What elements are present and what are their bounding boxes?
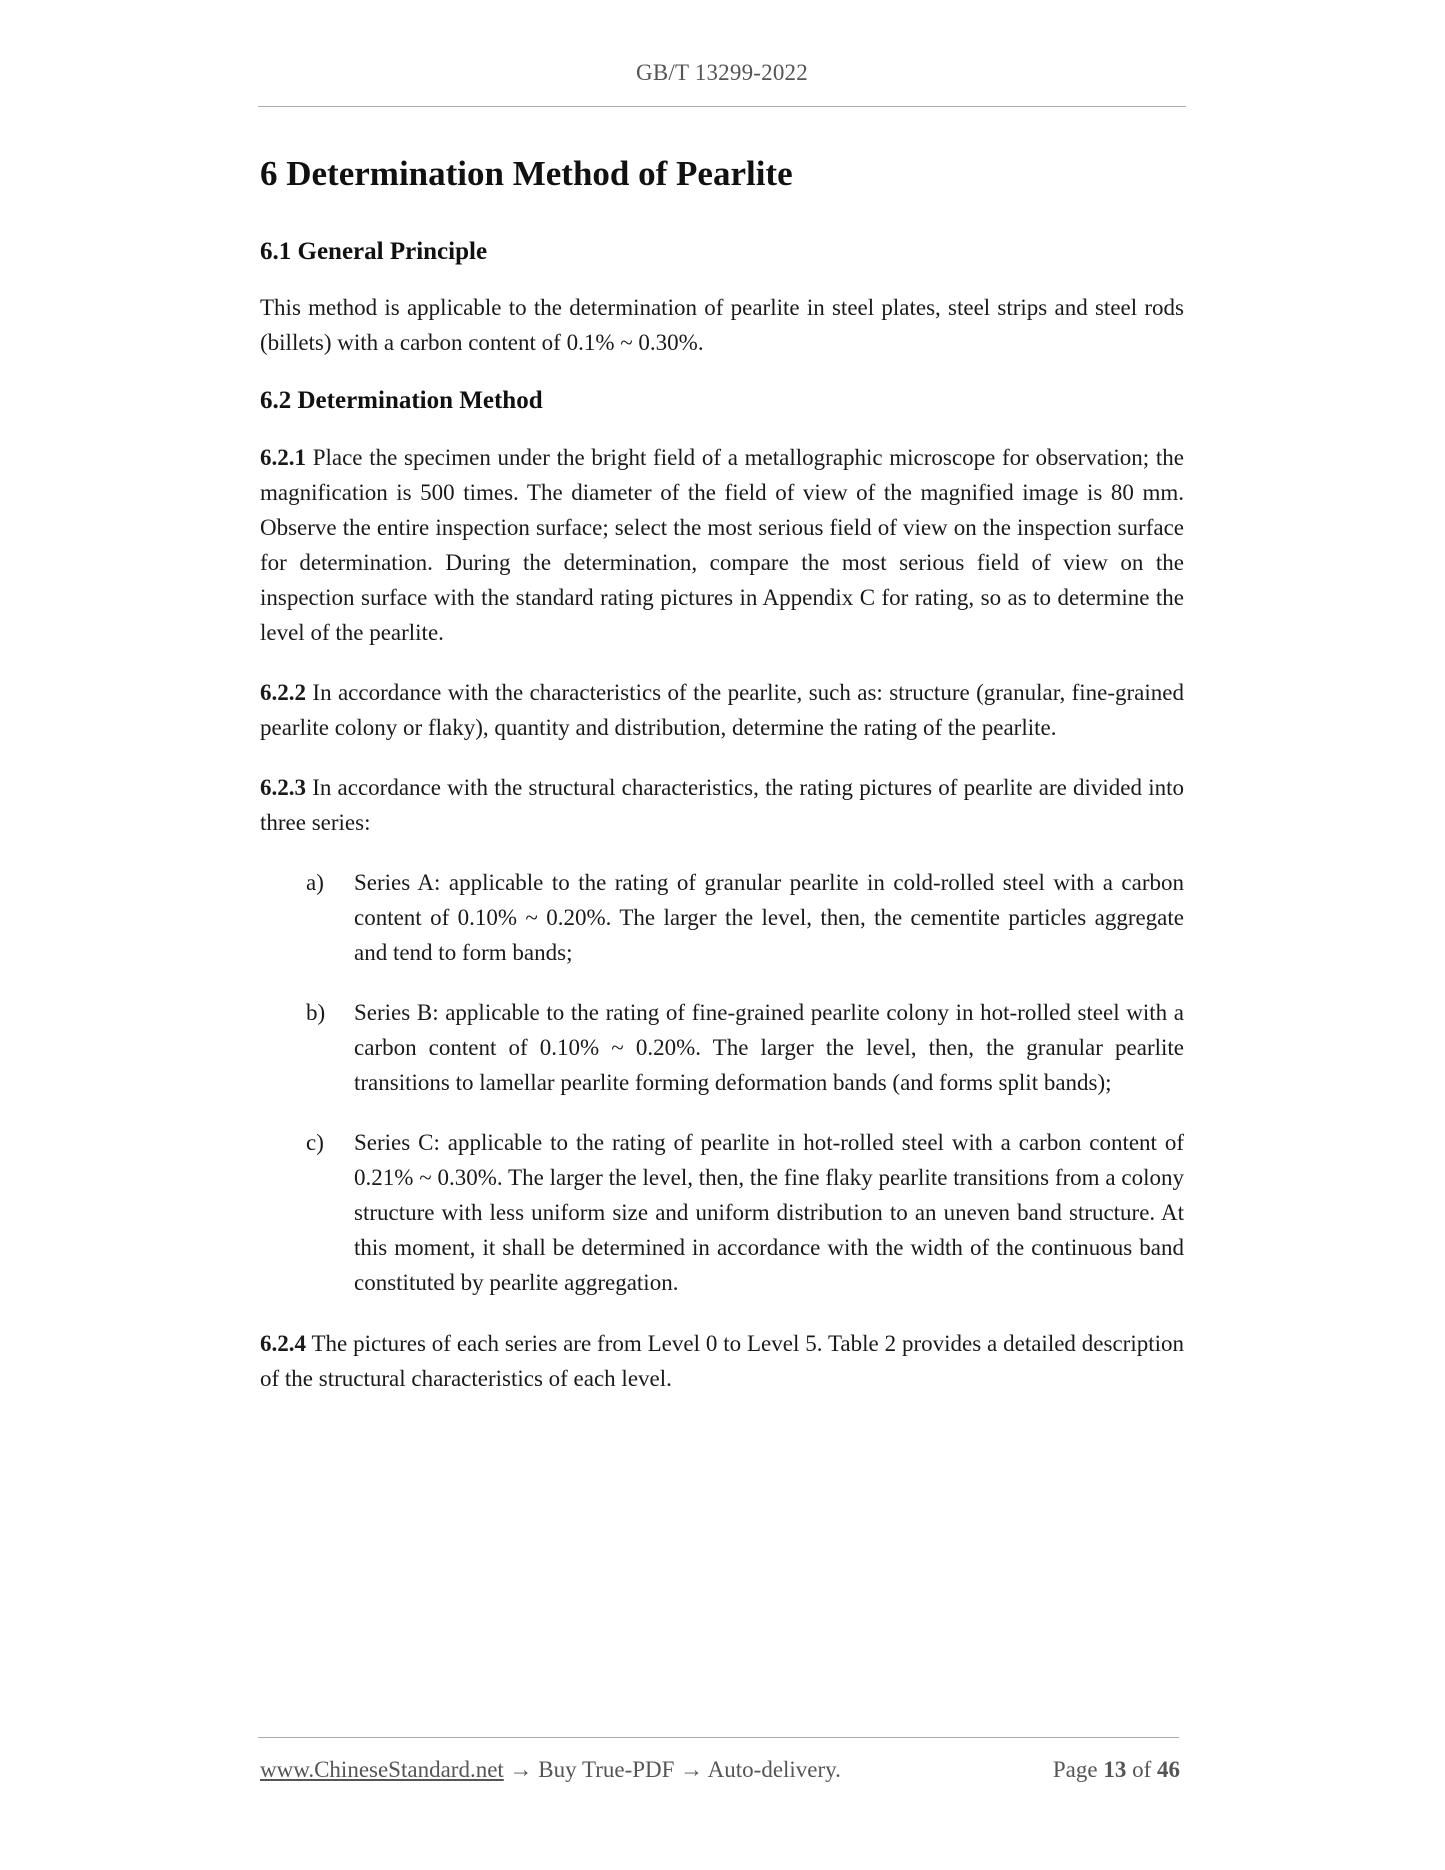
page-footer	[260, 1757, 1180, 1789]
document-body	[260, 152, 1184, 1422]
page-of-label: of	[1126, 1757, 1157, 1782]
series-list	[260, 865, 1184, 1300]
list-item	[260, 1125, 1184, 1300]
chapter-title: 6 Determination Method of Pearlite	[260, 154, 793, 193]
clause-number: 6.2.4	[260, 1330, 306, 1356]
list-item-text: Series A: applicable to the rating of granular pearlite in cold-rolled steel with a carbon content of 0.10% ~ 0.20%. The larger the level, then, the cementite particles aggregate and tend to form bands;	[354, 869, 1184, 965]
list-item	[260, 995, 1184, 1100]
clause-number: 6.2.3	[260, 774, 306, 800]
clause-text: The pictures of each series are from Level 0 to Level 5. Table 2 provides a detailed description of the structural characteristics of each level.	[260, 1330, 1184, 1391]
list-item-marker: b)	[306, 999, 326, 1025]
list-item-marker: c)	[306, 1129, 324, 1155]
page-number	[1053, 1757, 1180, 1783]
page-total: 46	[1157, 1757, 1180, 1782]
clause-number: 6.2.2	[260, 679, 306, 705]
section-title-6-2: 6.2 Determination Method	[260, 387, 543, 415]
page-header: GB/T 13299-2022	[636, 60, 808, 85]
clause-text: In accordance with the characteristics of the pearlite, such as: structure (granular, fine-grained pearlite colony or flaky), quantity and distribution, determine the rating of the pearlite.	[260, 679, 1184, 740]
header-divider	[258, 106, 1186, 107]
page-current: 13	[1103, 1757, 1127, 1782]
section-6-1-text: This method is applicable to the determination of pearlite in steel plates, steel strips and steel rods (billets) with a carbon content of 0.1% ~ 0.30%.	[260, 295, 1184, 356]
clause-6-2-3	[260, 770, 1184, 840]
clause-6-2-4	[260, 1326, 1184, 1396]
section-title-6-1: 6.1 General Principle	[260, 237, 488, 265]
page-label: Page	[1052, 1757, 1104, 1782]
site-link[interactable]: www.ChineseStandard.net	[260, 1757, 504, 1782]
footer-divider	[258, 1737, 1179, 1738]
footer-promo	[260, 1757, 841, 1783]
list-item-text: Series C: applicable to the rating of pearlite in hot-rolled steel with a carbon content of 0.21% ~ 0.30%. The larger the level, then, the fine flaky pearlite transitions from a colony structure with less uniform size and uniform distribution to an uneven band structure. At this moment, it shall be determined in accordance with the width of the continuous band constituted by pearlite aggregation.	[354, 1129, 1184, 1295]
list-item	[260, 865, 1184, 970]
clause-text: In accordance with the structural characteristics, the rating pictures of pearlite are divided into three series:	[260, 774, 1184, 835]
clause-6-2-2	[260, 675, 1184, 745]
footer-promo-text: → Buy True-PDF → Auto-delivery.	[503, 1757, 841, 1782]
list-item-marker: a)	[306, 869, 324, 895]
clause-6-2-1	[260, 440, 1184, 650]
list-item-text: Series B: applicable to the rating of fine-grained pearlite colony in hot-rolled steel with a carbon content of 0.10% ~ 0.20%. The larger the level, then, the granular pearlite transitions to lamellar pearlite forming deformation bands (and forms split bands);	[354, 999, 1184, 1095]
clause-text: Place the specimen under the bright field of a metallographic microscope for observation; the magnification is 500 times. The diameter of the field of view of the magnified image is 80 mm. Observe the entire inspection surface; select the most serious field of view on the inspection surface for determination. During the determination, compare the most serious field of view on the inspection surface with the standard rating pictures in Appendix C for rating, so as to determine the level of the pearlite.	[260, 444, 1184, 645]
clause-number: 6.2.1	[260, 444, 306, 470]
